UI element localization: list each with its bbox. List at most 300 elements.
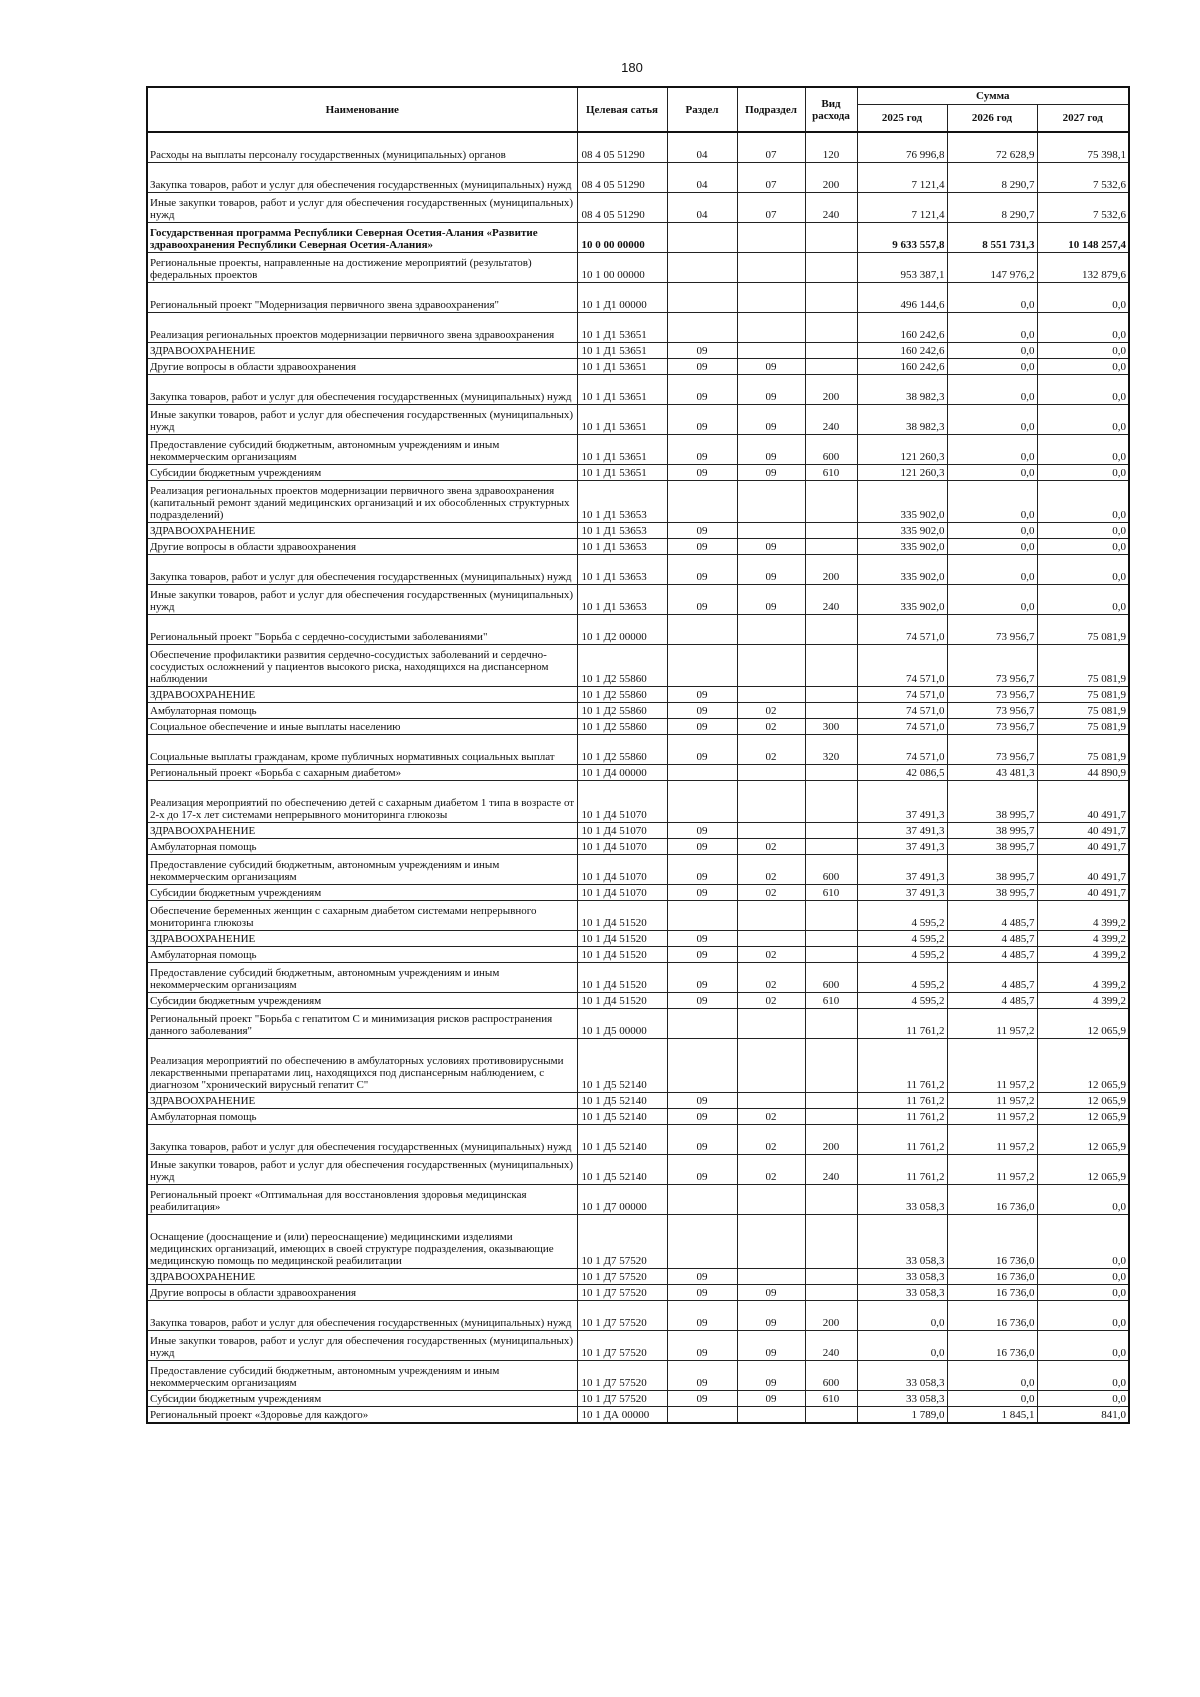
cell-2027: 75 398,1: [1037, 132, 1129, 163]
cell-name: Закупка товаров, работ и услуг для обеспечения государственных (муниципальных) нужд: [147, 1301, 577, 1331]
cell-target-code: 10 1 Д4 00000: [577, 765, 667, 781]
cell-target-code: 10 1 Д2 55860: [577, 687, 667, 703]
cell-subsection: 09: [737, 359, 805, 375]
cell-2025: 42 086,5: [857, 765, 947, 781]
cell-2026: 16 736,0: [947, 1331, 1037, 1361]
table-row: [147, 555, 1129, 585]
cell-section: 09: [667, 1269, 737, 1285]
cell-name: ЗДРАВООХРАНЕНИЕ: [147, 1269, 577, 1285]
cell-subsection: [737, 931, 805, 947]
table-row: [147, 193, 1129, 223]
cell-2026: 11 957,2: [947, 1039, 1037, 1093]
cell-2025: 9 633 557,8: [857, 223, 947, 253]
table-row: [147, 283, 1129, 313]
table-row: [147, 481, 1129, 523]
cell-2027: 0,0: [1037, 375, 1129, 405]
cell-expense-type: [805, 253, 857, 283]
cell-subsection: [737, 313, 805, 343]
cell-name: Региональный проект "Модернизация первичного звена здравоохранения": [147, 283, 577, 313]
cell-target-code: 08 4 05 51290: [577, 163, 667, 193]
table-row: [147, 765, 1129, 781]
cell-name: Иные закупки товаров, работ и услуг для обеспечения государственных (муниципальных) нужд: [147, 193, 577, 223]
cell-2025: 33 058,3: [857, 1361, 947, 1391]
cell-expense-type: [805, 1009, 857, 1039]
cell-target-code: 10 1 Д7 57520: [577, 1215, 667, 1269]
cell-2027: 0,0: [1037, 1185, 1129, 1215]
cell-2026: 0,0: [947, 359, 1037, 375]
cell-subsection: 02: [737, 993, 805, 1009]
header-sum: Сумма: [857, 87, 1129, 105]
cell-section: 09: [667, 947, 737, 963]
cell-expense-type: 200: [805, 555, 857, 585]
table-row: [147, 1301, 1129, 1331]
cell-subsection: [737, 1269, 805, 1285]
header-subsection: Подраздел: [737, 87, 805, 132]
cell-target-code: 10 1 Д1 53651: [577, 313, 667, 343]
cell-expense-type: 600: [805, 855, 857, 885]
cell-2027: 0,0: [1037, 539, 1129, 555]
cell-2027: 75 081,9: [1037, 719, 1129, 735]
cell-2026: 16 736,0: [947, 1215, 1037, 1269]
cell-target-code: 10 1 Д2 55860: [577, 703, 667, 719]
cell-2025: 335 902,0: [857, 539, 947, 555]
cell-name: Предоставление субсидий бюджетным, автономным учреждениям и иным некоммерческим организациям: [147, 963, 577, 993]
cell-2026: 147 976,2: [947, 253, 1037, 283]
cell-target-code: 10 1 Д7 57520: [577, 1331, 667, 1361]
cell-section: 09: [667, 839, 737, 855]
cell-expense-type: 610: [805, 465, 857, 481]
cell-2027: 40 491,7: [1037, 885, 1129, 901]
cell-2027: 12 065,9: [1037, 1009, 1129, 1039]
cell-expense-type: [805, 1109, 857, 1125]
cell-section: 09: [667, 405, 737, 435]
cell-name: ЗДРАВООХРАНЕНИЕ: [147, 523, 577, 539]
cell-expense-type: [805, 1407, 857, 1424]
cell-2025: 335 902,0: [857, 555, 947, 585]
cell-name: ЗДРАВООХРАНЕНИЕ: [147, 343, 577, 359]
table-row: [147, 1039, 1129, 1093]
cell-2026: 38 995,7: [947, 855, 1037, 885]
cell-2027: 40 491,7: [1037, 781, 1129, 823]
cell-2025: 7 121,4: [857, 193, 947, 223]
cell-name: Предоставление субсидий бюджетным, автономным учреждениям и иным некоммерческим организациям: [147, 1361, 577, 1391]
cell-2027: 0,0: [1037, 1391, 1129, 1407]
cell-2025: 335 902,0: [857, 523, 947, 539]
cell-name: Реализация региональных проектов модернизации первичного звена здравоохранения: [147, 313, 577, 343]
table-row: [147, 687, 1129, 703]
cell-section: 09: [667, 375, 737, 405]
cell-2026: 73 956,7: [947, 703, 1037, 719]
header-expense-type: Вид расхода: [805, 87, 857, 132]
cell-subsection: 02: [737, 719, 805, 735]
cell-2025: 4 595,2: [857, 947, 947, 963]
cell-2025: 953 387,1: [857, 253, 947, 283]
cell-2025: 74 571,0: [857, 735, 947, 765]
cell-2027: 0,0: [1037, 481, 1129, 523]
cell-2025: 11 761,2: [857, 1125, 947, 1155]
cell-section: 09: [667, 855, 737, 885]
cell-subsection: [737, 901, 805, 931]
table-row: [147, 823, 1129, 839]
cell-subsection: 09: [737, 1301, 805, 1331]
table-row: [147, 523, 1129, 539]
cell-expense-type: [805, 931, 857, 947]
cell-name: Субсидии бюджетным учреждениям: [147, 885, 577, 901]
cell-name: Региональный проект «Борьба с сахарным диабетом»: [147, 765, 577, 781]
table-row: [147, 1155, 1129, 1185]
cell-section: [667, 1009, 737, 1039]
cell-expense-type: [805, 1215, 857, 1269]
cell-2027: 75 081,9: [1037, 645, 1129, 687]
cell-expense-type: [805, 823, 857, 839]
cell-2027: 12 065,9: [1037, 1109, 1129, 1125]
cell-section: [667, 481, 737, 523]
cell-expense-type: [805, 947, 857, 963]
cell-2026: 38 995,7: [947, 839, 1037, 855]
header-year-2027: 2027 год: [1037, 105, 1129, 133]
cell-2025: 74 571,0: [857, 687, 947, 703]
cell-2025: 38 982,3: [857, 405, 947, 435]
cell-2027: 0,0: [1037, 1361, 1129, 1391]
cell-name: Субсидии бюджетным учреждениям: [147, 465, 577, 481]
cell-2025: 74 571,0: [857, 703, 947, 719]
cell-name: Другие вопросы в области здравоохранения: [147, 1285, 577, 1301]
cell-name: Другие вопросы в области здравоохранения: [147, 359, 577, 375]
cell-2025: 11 761,2: [857, 1155, 947, 1185]
cell-target-code: 10 1 Д4 51520: [577, 901, 667, 931]
cell-section: 04: [667, 132, 737, 163]
cell-target-code: 10 1 Д1 53653: [577, 523, 667, 539]
cell-subsection: [737, 765, 805, 781]
cell-name: Региональный проект "Борьба с гепатитом С и минимизация рисков распространения данного заболевания": [147, 1009, 577, 1039]
cell-2027: 7 532,6: [1037, 163, 1129, 193]
cell-target-code: 10 1 Д7 57520: [577, 1391, 667, 1407]
cell-2027: 75 081,9: [1037, 735, 1129, 765]
budget-table-wrapper: [146, 86, 1128, 1424]
cell-section: [667, 615, 737, 645]
cell-section: 09: [667, 343, 737, 359]
cell-target-code: 10 1 Д5 52140: [577, 1039, 667, 1093]
cell-section: 09: [667, 687, 737, 703]
cell-2026: 11 957,2: [947, 1009, 1037, 1039]
cell-2026: 43 481,3: [947, 765, 1037, 781]
cell-2025: 4 595,2: [857, 931, 947, 947]
cell-2027: 0,0: [1037, 555, 1129, 585]
cell-subsection: [737, 343, 805, 359]
cell-subsection: 09: [737, 1361, 805, 1391]
cell-2027: 0,0: [1037, 1301, 1129, 1331]
cell-name: ЗДРАВООХРАНЕНИЕ: [147, 1093, 577, 1109]
cell-subsection: 09: [737, 585, 805, 615]
cell-2027: 0,0: [1037, 1331, 1129, 1361]
table-row: [147, 703, 1129, 719]
cell-subsection: 02: [737, 963, 805, 993]
cell-expense-type: [805, 1039, 857, 1093]
cell-expense-type: [805, 1093, 857, 1109]
cell-2027: 0,0: [1037, 465, 1129, 481]
cell-name: Реализация мероприятий по обеспечению в амбулаторных условиях противовирусными лекарственными препаратами лиц, находящихся под диспансерным наблюдением, с диагнозом "хронический вирусный гепатит С": [147, 1039, 577, 1093]
cell-expense-type: [805, 901, 857, 931]
cell-subsection: 02: [737, 703, 805, 719]
cell-2026: 0,0: [947, 283, 1037, 313]
cell-target-code: 10 1 Д1 53653: [577, 481, 667, 523]
cell-2025: 37 491,3: [857, 855, 947, 885]
cell-name: Иные закупки товаров, работ и услуг для обеспечения государственных (муниципальных) нужд: [147, 585, 577, 615]
cell-2025: 37 491,3: [857, 823, 947, 839]
cell-2026: 8 551 731,3: [947, 223, 1037, 253]
table-row: [147, 1109, 1129, 1125]
cell-subsection: 02: [737, 839, 805, 855]
cell-name: ЗДРАВООХРАНЕНИЕ: [147, 687, 577, 703]
cell-target-code: 10 1 Д2 00000: [577, 615, 667, 645]
cell-2025: 4 595,2: [857, 993, 947, 1009]
cell-2026: 16 736,0: [947, 1301, 1037, 1331]
cell-target-code: 10 1 Д1 53653: [577, 585, 667, 615]
cell-2027: 0,0: [1037, 585, 1129, 615]
cell-2027: 4 399,2: [1037, 947, 1129, 963]
cell-2026: 0,0: [947, 585, 1037, 615]
cell-name: Предоставление субсидий бюджетным, автономным учреждениям и иным некоммерческим организациям: [147, 855, 577, 885]
cell-subsection: 02: [737, 1109, 805, 1125]
cell-2025: 33 058,3: [857, 1285, 947, 1301]
cell-subsection: [737, 1185, 805, 1215]
table-row: [147, 1361, 1129, 1391]
table-row: [147, 253, 1129, 283]
cell-2025: 0,0: [857, 1301, 947, 1331]
table-row: [147, 163, 1129, 193]
cell-section: [667, 1407, 737, 1424]
header-year-2025: 2025 год: [857, 105, 947, 133]
cell-section: 09: [667, 1391, 737, 1407]
cell-2026: 73 956,7: [947, 615, 1037, 645]
cell-subsection: 09: [737, 1331, 805, 1361]
cell-subsection: 02: [737, 885, 805, 901]
cell-subsection: 07: [737, 193, 805, 223]
cell-expense-type: 240: [805, 405, 857, 435]
cell-2027: 0,0: [1037, 359, 1129, 375]
cell-2026: 4 485,7: [947, 931, 1037, 947]
cell-2025: 496 144,6: [857, 283, 947, 313]
cell-expense-type: 600: [805, 963, 857, 993]
cell-2025: 0,0: [857, 1331, 947, 1361]
cell-expense-type: [805, 839, 857, 855]
cell-name: Государственная программа Республики Северная Осетия-Алания «Развитие здравоохранения Республики Северная Осетия-Алания»: [147, 223, 577, 253]
cell-section: 09: [667, 1093, 737, 1109]
cell-2027: 841,0: [1037, 1407, 1129, 1424]
cell-target-code: 08 4 05 51290: [577, 193, 667, 223]
cell-expense-type: [805, 523, 857, 539]
cell-section: 09: [667, 1285, 737, 1301]
cell-2026: 0,0: [947, 375, 1037, 405]
cell-expense-type: 610: [805, 1391, 857, 1407]
cell-section: 09: [667, 885, 737, 901]
cell-2026: 11 957,2: [947, 1093, 1037, 1109]
table-row: [147, 645, 1129, 687]
table-row: [147, 539, 1129, 555]
cell-name: ЗДРАВООХРАНЕНИЕ: [147, 931, 577, 947]
cell-2025: 4 595,2: [857, 901, 947, 931]
table-row: [147, 585, 1129, 615]
cell-target-code: 10 1 Д2 55860: [577, 645, 667, 687]
cell-section: 09: [667, 931, 737, 947]
cell-subsection: [737, 523, 805, 539]
cell-section: 09: [667, 555, 737, 585]
cell-2026: 0,0: [947, 465, 1037, 481]
cell-2025: 11 761,2: [857, 1093, 947, 1109]
cell-subsection: [737, 645, 805, 687]
table-row: [147, 405, 1129, 435]
cell-section: [667, 645, 737, 687]
cell-expense-type: [805, 1285, 857, 1301]
cell-section: 04: [667, 163, 737, 193]
table-row: [147, 435, 1129, 465]
table-row: [147, 855, 1129, 885]
cell-expense-type: [805, 687, 857, 703]
cell-expense-type: [805, 343, 857, 359]
cell-subsection: [737, 223, 805, 253]
cell-subsection: [737, 687, 805, 703]
cell-name: Социальное обеспечение и иные выплаты населению: [147, 719, 577, 735]
budget-table: [146, 86, 1130, 1424]
cell-section: [667, 253, 737, 283]
cell-subsection: [737, 823, 805, 839]
cell-expense-type: 240: [805, 1331, 857, 1361]
cell-target-code: 10 1 Д1 53651: [577, 465, 667, 481]
cell-2025: 37 491,3: [857, 885, 947, 901]
cell-subsection: [737, 1215, 805, 1269]
cell-2026: 73 956,7: [947, 735, 1037, 765]
cell-section: 09: [667, 539, 737, 555]
cell-target-code: 10 1 Д4 51520: [577, 993, 667, 1009]
cell-name: Региональные проекты, направленные на достижение мероприятий (результатов) федеральных проектов: [147, 253, 577, 283]
cell-2027: 75 081,9: [1037, 615, 1129, 645]
cell-section: [667, 1215, 737, 1269]
cell-name: Социальные выплаты гражданам, кроме публичных нормативных социальных выплат: [147, 735, 577, 765]
cell-target-code: 10 1 Д7 57520: [577, 1269, 667, 1285]
cell-target-code: 10 1 Д7 57520: [577, 1285, 667, 1301]
cell-target-code: 10 1 Д7 57520: [577, 1361, 667, 1391]
cell-2025: 335 902,0: [857, 585, 947, 615]
cell-2027: 44 890,9: [1037, 765, 1129, 781]
cell-section: 09: [667, 465, 737, 481]
cell-name: Обеспечение беременных женщин с сахарным диабетом системами непрерывного мониторинга глюкозы: [147, 901, 577, 931]
cell-section: 09: [667, 359, 737, 375]
cell-subsection: 02: [737, 947, 805, 963]
cell-name: Субсидии бюджетным учреждениям: [147, 1391, 577, 1407]
cell-name: Региональный проект «Оптимальная для восстановления здоровья медицинская реабилитация»: [147, 1185, 577, 1215]
cell-expense-type: 200: [805, 163, 857, 193]
cell-name: Обеспечение профилактики развития сердечно-сосудистых заболеваний и сердечно-сосудистых осложнений у пациентов высокого риска, находящихся на диспансерном наблюдении: [147, 645, 577, 687]
cell-2026: 0,0: [947, 523, 1037, 539]
cell-2027: 7 532,6: [1037, 193, 1129, 223]
table-row: [147, 1331, 1129, 1361]
cell-2025: 33 058,3: [857, 1185, 947, 1215]
cell-expense-type: 320: [805, 735, 857, 765]
cell-2025: 33 058,3: [857, 1215, 947, 1269]
cell-target-code: 10 1 00 00000: [577, 253, 667, 283]
cell-expense-type: [805, 703, 857, 719]
table-row: [147, 885, 1129, 901]
table-row: [147, 719, 1129, 735]
cell-section: 09: [667, 703, 737, 719]
table-row: [147, 1285, 1129, 1301]
cell-subsection: [737, 1407, 805, 1424]
cell-2025: 4 595,2: [857, 963, 947, 993]
header-year-2026: 2026 год: [947, 105, 1037, 133]
cell-expense-type: 120: [805, 132, 857, 163]
cell-subsection: 09: [737, 465, 805, 481]
cell-2025: 76 996,8: [857, 132, 947, 163]
cell-expense-type: [805, 283, 857, 313]
cell-name: Расходы на выплаты персоналу государственных (муниципальных) органов: [147, 132, 577, 163]
cell-2025: 37 491,3: [857, 839, 947, 855]
cell-2026: 11 957,2: [947, 1125, 1037, 1155]
cell-section: [667, 901, 737, 931]
cell-2027: 75 081,9: [1037, 687, 1129, 703]
cell-target-code: 10 1 Д4 51520: [577, 931, 667, 947]
cell-2026: 0,0: [947, 435, 1037, 465]
cell-2027: 132 879,6: [1037, 253, 1129, 283]
cell-section: 09: [667, 1155, 737, 1185]
cell-target-code: 08 4 05 51290: [577, 132, 667, 163]
cell-section: 09: [667, 719, 737, 735]
cell-expense-type: [805, 615, 857, 645]
cell-section: 09: [667, 993, 737, 1009]
cell-section: 09: [667, 585, 737, 615]
cell-2027: 0,0: [1037, 435, 1129, 465]
cell-expense-type: 600: [805, 1361, 857, 1391]
cell-section: [667, 223, 737, 253]
cell-name: Иные закупки товаров, работ и услуг для обеспечения государственных (муниципальных) нужд: [147, 1155, 577, 1185]
cell-target-code: 10 1 Д1 53651: [577, 435, 667, 465]
cell-2025: 7 121,4: [857, 163, 947, 193]
cell-name: Амбулаторная помощь: [147, 1109, 577, 1125]
cell-subsection: [737, 781, 805, 823]
cell-target-code: 10 1 Д2 55860: [577, 735, 667, 765]
cell-name: Региональный проект "Борьба с сердечно-сосудистыми заболеваниями": [147, 615, 577, 645]
cell-target-code: 10 1 Д2 55860: [577, 719, 667, 735]
cell-2025: 11 761,2: [857, 1009, 947, 1039]
cell-2026: 11 957,2: [947, 1155, 1037, 1185]
cell-2025: 11 761,2: [857, 1109, 947, 1125]
cell-2026: 16 736,0: [947, 1185, 1037, 1215]
cell-subsection: [737, 1009, 805, 1039]
cell-expense-type: [805, 359, 857, 375]
cell-2026: 73 956,7: [947, 645, 1037, 687]
cell-2026: 38 995,7: [947, 885, 1037, 901]
cell-2026: 73 956,7: [947, 719, 1037, 735]
cell-name: Закупка товаров, работ и услуг для обеспечения государственных (муниципальных) нужд: [147, 1125, 577, 1155]
cell-subsection: 09: [737, 1285, 805, 1301]
cell-subsection: 09: [737, 405, 805, 435]
cell-2026: 38 995,7: [947, 781, 1037, 823]
cell-2026: 4 485,7: [947, 963, 1037, 993]
cell-2026: 0,0: [947, 1361, 1037, 1391]
cell-expense-type: [805, 313, 857, 343]
cell-expense-type: [805, 1269, 857, 1285]
cell-subsection: [737, 1093, 805, 1109]
cell-target-code: 10 1 Д1 53653: [577, 539, 667, 555]
cell-2026: 4 485,7: [947, 993, 1037, 1009]
cell-target-code: 10 1 Д4 51070: [577, 781, 667, 823]
cell-2027: 40 491,7: [1037, 823, 1129, 839]
cell-expense-type: [805, 765, 857, 781]
cell-section: [667, 1185, 737, 1215]
cell-subsection: 09: [737, 555, 805, 585]
cell-2027: 4 399,2: [1037, 963, 1129, 993]
cell-target-code: 10 1 Д4 51070: [577, 823, 667, 839]
cell-section: 09: [667, 823, 737, 839]
